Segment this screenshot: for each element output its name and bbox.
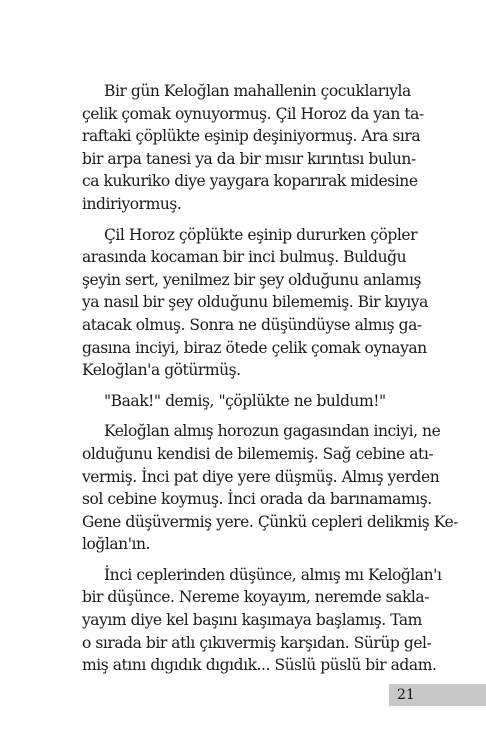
page-body-text	[60, 80, 458, 685]
text-line: "Baak!" demiş, "çöplükte ne buldum!"	[104, 391, 386, 410]
text-line: Gene düşüvermiş yere. Çünkü cepleri delikmiş Ke-	[82, 512, 458, 531]
text-line: çelik çomak oynuyormuş. Çil Horoz da yan ta-	[82, 104, 424, 123]
text-line: yayım diye kel başını kaşımaya başlamış. Tam	[82, 611, 422, 630]
text-line: İnci ceplerinden düşünce, almış mı Keloğlan'ı	[104, 565, 442, 584]
text-line: loğlan'ın.	[82, 535, 151, 554]
text-line: Keloğlan almış horozun gagasından inciyi, ne	[104, 422, 441, 441]
text-line: vermiş. İnci pat diye yere düşmüş. Almış yerden	[82, 467, 440, 486]
paragraph-5	[60, 564, 442, 677]
paragraph-2	[60, 224, 428, 382]
paragraph-3	[60, 390, 390, 413]
text-line: gasına inciyi, biraz ötede çelik çomak oynayan	[82, 338, 427, 357]
text-line: Çil Horoz çöplükte eşinip dururken çöpler	[104, 225, 418, 244]
page-number-tab	[389, 684, 486, 706]
text-line: şeyin sert, yenilmez bir şey olduğunu anlamış	[82, 270, 421, 289]
text-line: bir arpa tanesi ya da bir mısır kırıntısı bulun-	[82, 149, 416, 168]
text-line: miş atını dıgıdık dıgıdık... Süslü püslü bir adam.	[82, 656, 437, 675]
text-line: ya nasıl bir şey olduğunu bilememiş. Bir kıyıya	[82, 293, 428, 312]
page-number: 21	[397, 687, 415, 703]
text-line: sol cebine koymuş. İnci orada da barınamamış.	[82, 490, 432, 509]
paragraph-1	[60, 80, 424, 216]
text-line: atacak olmuş. Sonra ne düşündüyse almış ga-	[82, 315, 422, 334]
text-line: arasında kocaman bir inci bulmuş. Bulduğu	[82, 248, 407, 267]
text-line: bir düşünce. Nereme koyayım, neremde sakla-	[82, 588, 429, 607]
text-line: o sırada bir atlı çıkıvermiş karşıdan. Sürüp gel-	[82, 633, 432, 652]
paragraph-4	[60, 420, 458, 556]
text-line: Bir gün Keloğlan mahallenin çocuklarıyla	[104, 82, 411, 100]
text-line: ca kukuriko diye yaygara koparırak midesine	[82, 172, 418, 191]
text-line: raftaki çöplükte eşinip deşiniyormuş. Ara sıra	[82, 127, 421, 146]
text-line: olduğunu kendisi de bilememiş. Sağ cebine atı-	[82, 444, 434, 463]
text-line: Keloğlan'a götürmüş.	[82, 361, 241, 380]
text-line: indiriyormuş.	[82, 194, 182, 213]
